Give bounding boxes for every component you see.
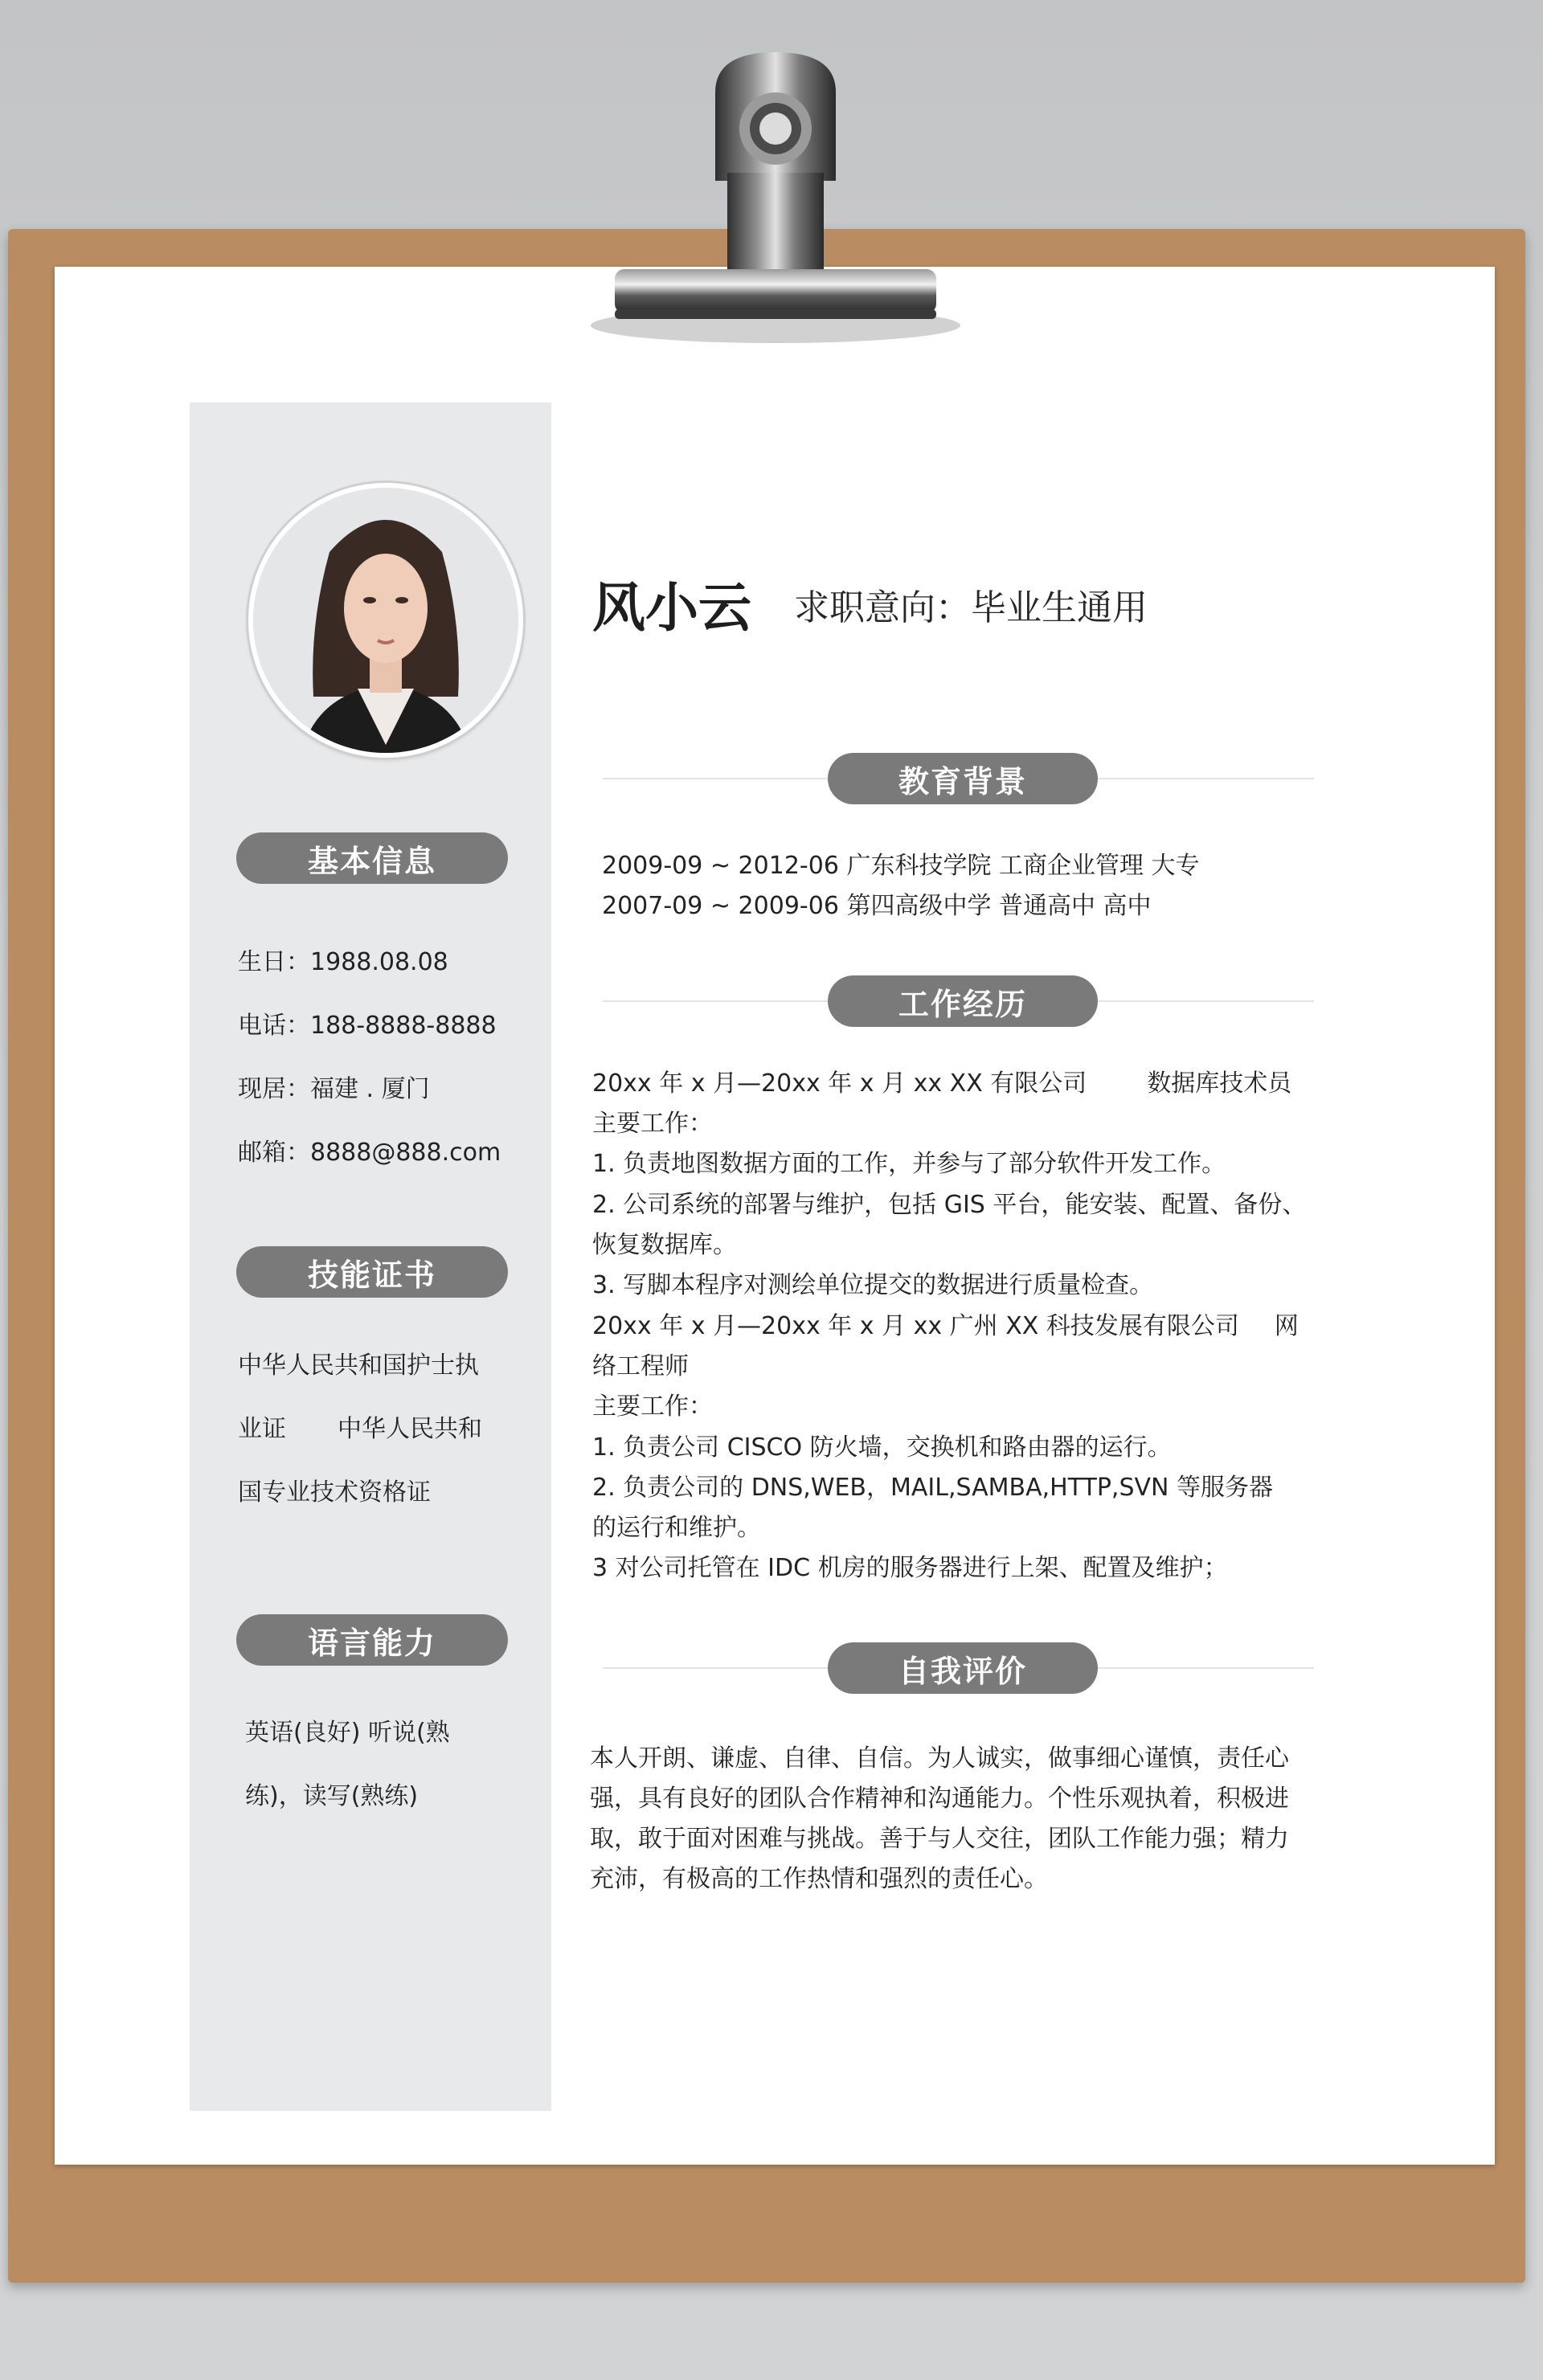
education-row: 2009-09 ~ 2012-06 广东科技学院 工商企业管理 大专 [602, 852, 1200, 880]
skill-line: 国专业技术资格证 [238, 1478, 431, 1507]
work-line: 1. 负责地图数据方面的工作，并参与了部分软件开发工作。 [592, 1150, 1226, 1178]
self-evaluation-line: 强，具有良好的团队合作精神和沟通能力。个性乐观执着，积极进 [590, 1785, 1289, 1813]
work-line: 1. 负责公司 CISCO 防火墙，交换机和路由器的运行。 [592, 1433, 1172, 1462]
job-title: 网 [1274, 1312, 1299, 1340]
job-intent: 求职意向：毕业生通用 [794, 587, 1148, 628]
work-line: 主要工作： [592, 1110, 713, 1138]
job-period: 20xx 年 x 月—20xx 年 x 月 xx XX 有限公司 [592, 1069, 1087, 1098]
work-heading: 工作经历 [828, 975, 1098, 1027]
language-line: 英语(良好) 听说(熟 [245, 1719, 450, 1747]
self-evaluation-line: 充沛，有极高的工作热情和强烈的责任心。 [590, 1865, 1048, 1893]
work-line: 络工程师 [592, 1352, 689, 1380]
binder-clip-icon [575, 44, 960, 350]
skill-line: 中华人民共和国护士执 [238, 1352, 479, 1380]
work-line: 2. 公司系统的部署与维护，包括 GIS 平台，能安装、配置、备份、 [592, 1191, 1307, 1219]
work-line: 主要工作： [592, 1392, 713, 1421]
work-line [592, 1306, 1299, 1341]
job-title: 数据库技术员 [1147, 1069, 1292, 1098]
work-line: 恢复数据库。 [592, 1231, 737, 1259]
phone-text: 电话：188-8888-8888 [238, 1012, 497, 1040]
education-row: 2007-09 ~ 2009-06 第四高级中学 普通高中 高中 [602, 892, 1152, 920]
self-evaluation-line: 取，敢于面对困难与挑战。善于与人交往，团队工作能力强；精力 [590, 1825, 1289, 1853]
basic-info-heading: 基本信息 [236, 832, 508, 884]
skill-item: 业证 [238, 1415, 286, 1443]
residence-text: 现居：福建 . 厦门 [238, 1075, 430, 1103]
avatar [253, 488, 518, 753]
email-text: 邮箱：8888@888.com [238, 1139, 501, 1167]
skill-line [238, 1409, 482, 1444]
skill-item: 中华人民共和 [338, 1415, 482, 1443]
language-line: 练)，读写(熟练) [245, 1782, 419, 1810]
candidate-name: 风小云 [592, 577, 751, 639]
work-line: 2. 负责公司的 DNS,WEB，MAIL,SAMBA,HTTP,SVN 等服务器 [592, 1474, 1274, 1502]
job-period: 20xx 年 x 月—20xx 年 x 月 xx 广州 XX 科技发展有限公司 [592, 1312, 1239, 1340]
skills-heading: 技能证书 [236, 1246, 508, 1298]
self-evaluation-heading: 自我评价 [828, 1642, 1098, 1694]
work-line: 3 对公司托管在 IDC 机房的服务器进行上架、配置及维护； [592, 1554, 1228, 1582]
profile-photo [248, 483, 523, 758]
work-line [592, 1063, 1291, 1098]
language-heading: 语言能力 [236, 1614, 508, 1666]
work-line: 的运行和维护。 [592, 1514, 761, 1542]
education-heading: 教育背景 [828, 753, 1098, 804]
work-line: 3. 写脚本程序对测绘单位提交的数据进行质量检查。 [592, 1271, 1154, 1299]
birthday-text: 生日：1988.08.08 [238, 948, 448, 976]
self-evaluation-line: 本人开朗、谦虚、自律、自信。为人诚实，做事细心谨慎，责任心 [590, 1744, 1289, 1773]
